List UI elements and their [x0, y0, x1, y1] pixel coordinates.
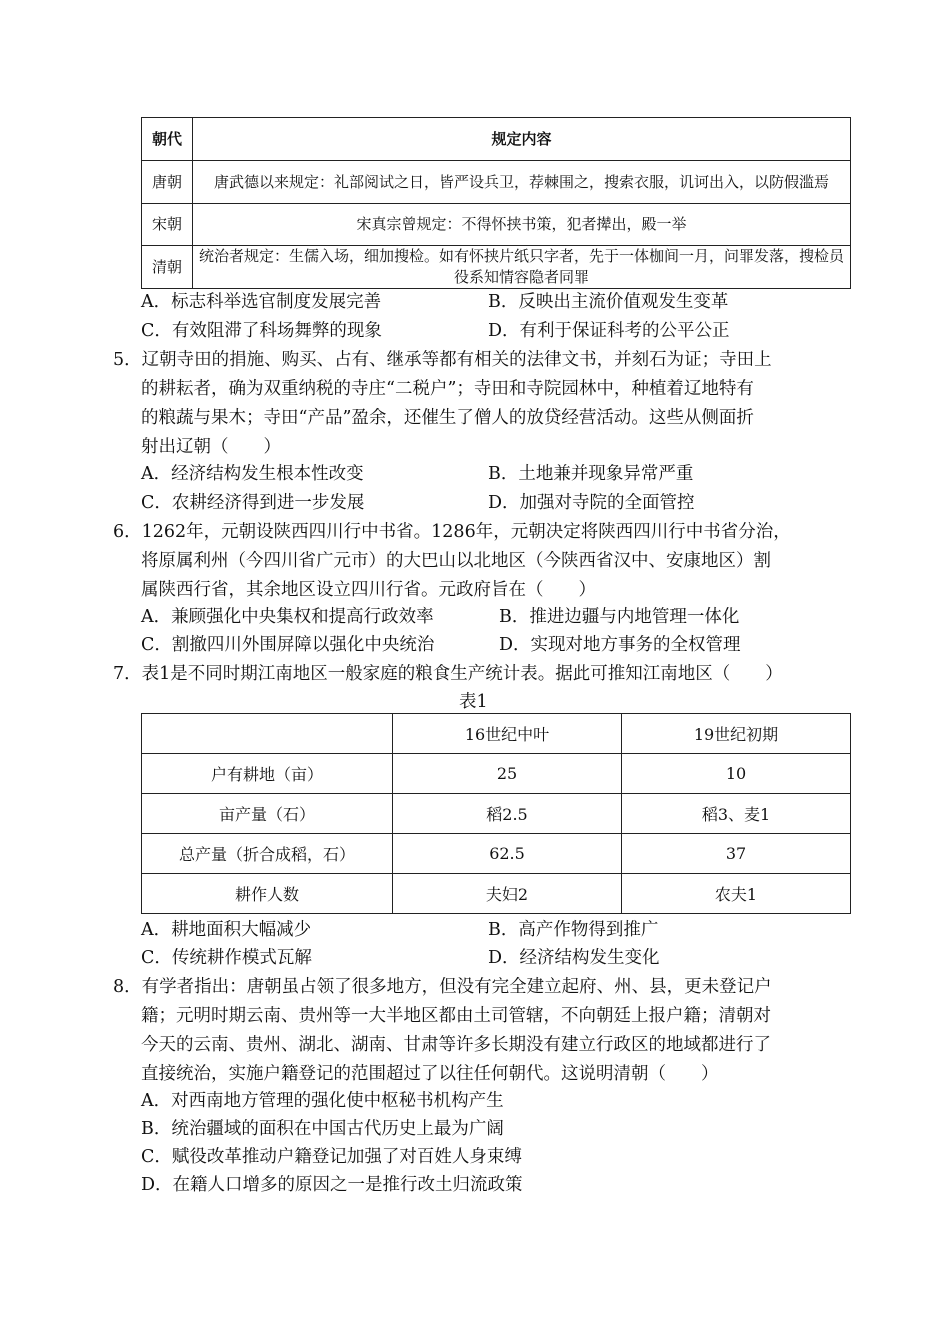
q5-stem-line: 射出辽朝（ ）: [141, 437, 281, 457]
q4-option-c[interactable]: C．有效阻滞了科场舞弊的现象: [141, 321, 382, 341]
q6-option-d[interactable]: D．实现对地方事务的全权管理: [499, 635, 741, 655]
table-cell: 农夫1: [622, 874, 851, 914]
q6-option-c[interactable]: C．割撤四川外围屏障以强化中央统治: [141, 635, 435, 655]
q7-option-a[interactable]: A．耕地面积大幅减少: [141, 920, 312, 940]
q7-option-c[interactable]: C．传统耕作模式瓦解: [141, 948, 312, 968]
q7-option-d[interactable]: D．经济结构发生变化: [488, 948, 660, 968]
dynasty-cell: 唐朝: [142, 161, 193, 204]
q5-stem-line: 的粮蔬与果木；寺田“产品”盈余，还催生了僧人的放贷经营活动。这些从侧面折: [141, 408, 754, 428]
q6-option-a[interactable]: A．兼顾强化中央集权和提高行政效率: [141, 607, 434, 627]
q5-stem-line: 的耕耘者，确为双重纳税的寺庄“二税户”；寺田和寺院园林中，种植着辽地特有: [141, 379, 754, 399]
grain-stats-table: [141, 713, 851, 914]
table-cell: 稻2.5: [393, 794, 622, 834]
table-row: [142, 754, 851, 794]
table-row: [142, 874, 851, 914]
q8-stem-line: 直接统治，实施户籍登记的范围超过了以往任何朝代。这说明清朝（ ）: [141, 1064, 719, 1084]
q6-stem-line: 6．1262年，元朝设陕西四川行中书省。1286年，元朝决定将陕西四川行中书省分治，: [113, 522, 791, 542]
table-row: [142, 161, 851, 204]
q6-stem-line: 将原属利州（今四川省广元市）的大巴山以北地区（今陕西省汉中、安康地区）割: [141, 551, 771, 571]
q8-stem-line: 8．有学者指出：唐朝虽占领了很多地方，但没有完全建立起府、州、县，更未登记户: [113, 977, 772, 997]
table-cell: 10: [622, 754, 851, 794]
q7-stem-line: 7．表1是不同时期江南地区一般家庭的粮食生产统计表。据此可推知江南地区（ ）: [113, 664, 783, 684]
q5-option-a[interactable]: A．经济结构发生根本性改变: [141, 464, 364, 484]
q4-option-b[interactable]: B．反映出主流价值观发生变革: [488, 292, 729, 312]
header-dynasty: 朝代: [142, 118, 193, 161]
table-row: [142, 794, 851, 834]
q8-stem-line: 籍；元明时期云南、贵州等一大半地区都由土司管辖，不向朝廷上报户籍；清朝对: [141, 1006, 771, 1026]
table-cell: 户有耕地（亩）: [142, 754, 393, 794]
table-cell: 37: [622, 834, 851, 874]
table-row: [142, 246, 851, 289]
table-caption: 表1: [459, 692, 488, 712]
content-cell: 统治者规定：生儒入场，细加搜检。如有怀挟片纸只字者，先于一体枷间一月，问罪发落，搜检员役系知情容隐者同罪: [193, 246, 851, 289]
q5-option-b[interactable]: B．土地兼并现象异常严重: [488, 464, 694, 484]
table-row: [142, 834, 851, 874]
header-cell: 16世纪中叶: [393, 714, 622, 754]
content-cell: 唐武德以来规定：礼部阅试之日，皆严设兵卫，荐棘围之，搜索衣服，讥诃出入，以防假滥焉: [193, 161, 851, 204]
dynasty-cell: 清朝: [142, 246, 193, 289]
header-cell: 19世纪初期: [622, 714, 851, 754]
table-header-row: [142, 714, 851, 754]
regulation-table: [141, 117, 851, 289]
content-cell: 宋真宗曾规定：不得怀挟书策，犯者撵出，殿一举: [193, 204, 851, 246]
header-cell: [142, 714, 393, 754]
table-header-row: [142, 118, 851, 161]
q8-option-a[interactable]: A．对西南地方管理的强化使中枢秘书机构产生: [141, 1091, 504, 1111]
q7-option-b[interactable]: B．高产作物得到推广: [488, 920, 659, 940]
q5-stem-line: 5．辽朝寺田的捐施、购买、占有、继承等都有相关的法律文书，并刻石为证；寺田上: [113, 350, 772, 370]
q4-option-d[interactable]: D．有利于保证科考的公平公正: [488, 321, 730, 341]
table-cell: 62.5: [393, 834, 622, 874]
table-cell: 亩产量（石）: [142, 794, 393, 834]
table-cell: 25: [393, 754, 622, 794]
q8-option-c[interactable]: C．赋役改革推动户籍登记加强了对百姓人身束缚: [141, 1147, 522, 1167]
q5-option-c[interactable]: C．农耕经济得到进一步发展: [141, 493, 365, 513]
q6-option-b[interactable]: B．推进边疆与内地管理一体化: [499, 607, 740, 627]
q5-option-d[interactable]: D．加强对寺院的全面管控: [488, 493, 695, 513]
table-cell: 稻3、麦1: [622, 794, 851, 834]
q4-option-a[interactable]: A．标志科举选官制度发展完善: [141, 292, 382, 312]
header-content: 规定内容: [193, 118, 851, 161]
q8-option-b[interactable]: B．统治疆域的面积在中国古代历史上最为广阔: [141, 1119, 504, 1139]
q8-option-d[interactable]: D．在籍人口增多的原因之一是推行改土归流政策: [141, 1175, 523, 1195]
table-cell: 耕作人数: [142, 874, 393, 914]
dynasty-cell: 宋朝: [142, 204, 193, 246]
q6-stem-line: 属陕西行省，其余地区设立四川行省。元政府旨在（ ）: [141, 580, 596, 600]
table-cell: 总产量（折合成稻，石）: [142, 834, 393, 874]
table-cell: 夫妇2: [393, 874, 622, 914]
table-row: [142, 204, 851, 246]
q8-stem-line: 今天的云南、贵州、湖北、湖南、甘肃等许多长期没有建立行政区的地域都进行了: [141, 1035, 771, 1055]
